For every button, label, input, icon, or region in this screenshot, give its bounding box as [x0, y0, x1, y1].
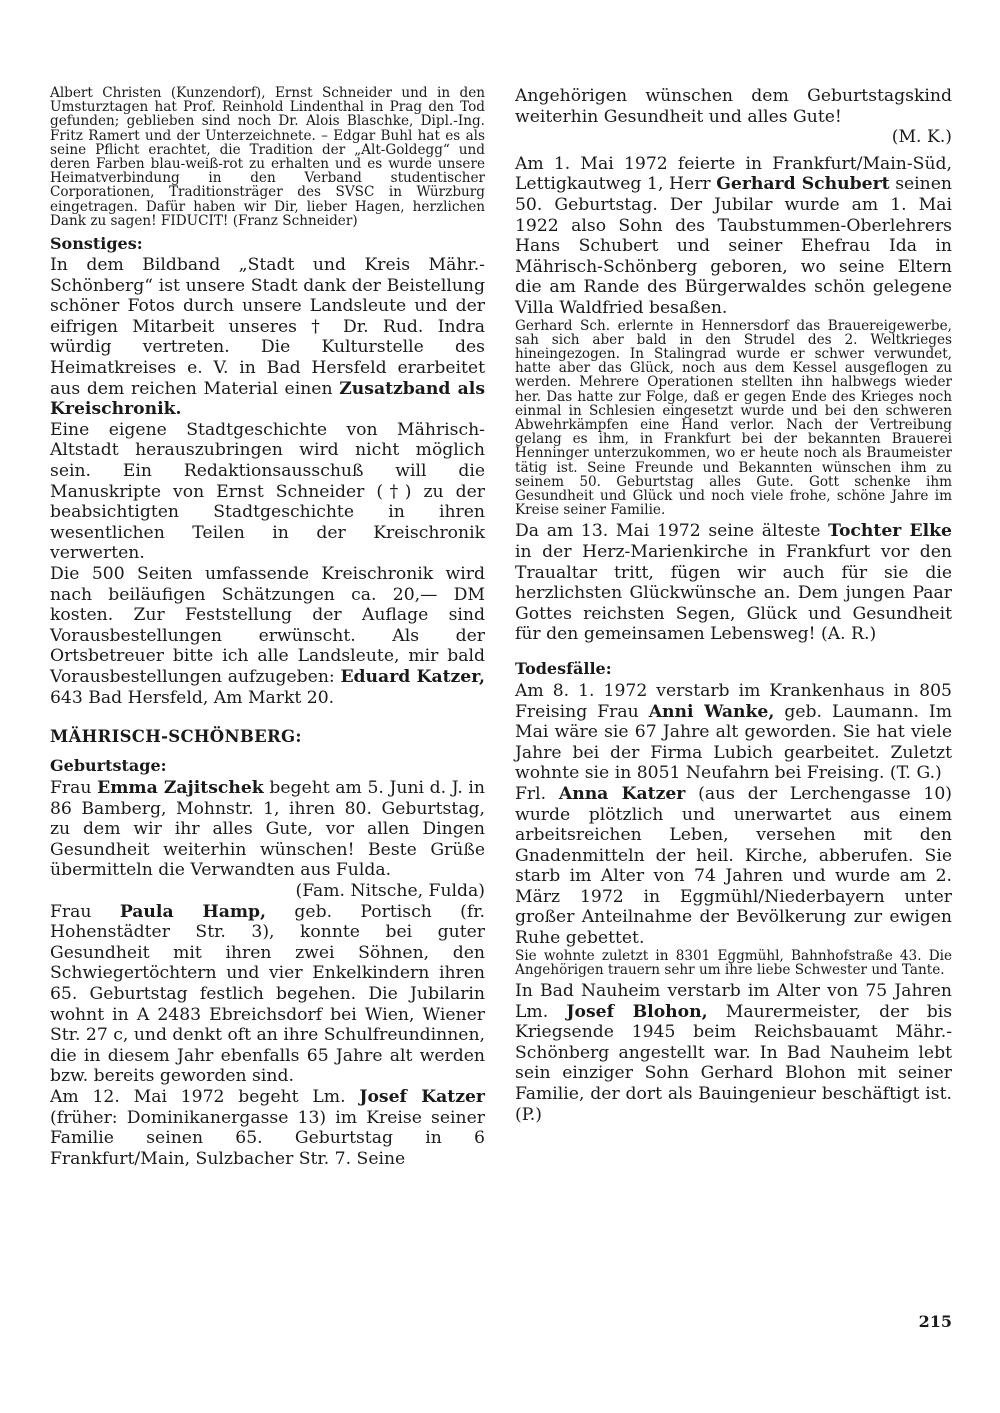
death-paragraph-2 — [515, 784, 952, 949]
text-segment: in der Herz-Marienkirche in Frankfurt vor den Traualtar tritt, fügen wir auch für sie die herzlichsten Glückwünsche an. Dem jungen Paar Gottes reichsten Segen, Glück und Gesundheit für den gemeinsamen Lebensweg! (A. R.) — [515, 541, 952, 645]
text-segment: Die 500 Seiten umfassende Kreischronik wird nach beiläufigen Schätzungen ca. 20,— DM kosten. Zur Feststellung der Auflage sind Vorausbestellungen erwünscht. Als der Ortsbetreuer bitte ich alle Landsleute, mir bald Vorausbestellungen aufzugeben: — [50, 563, 485, 687]
birthday-paragraph-3 — [50, 1087, 485, 1169]
bold-term: Zusatzband als Kreischronik. — [50, 378, 485, 420]
death-paragraph-1 — [515, 681, 952, 784]
bold-name: Josef Blohon, — [566, 1001, 708, 1022]
death-paragraph-3 — [515, 981, 952, 1125]
todesfaelle-heading: Todesfälle: — [515, 658, 612, 678]
sonstiges-paragraph-2: Eine eigene Stadtgeschichte von Mährisch-Altstadt herauszubringen wird nicht möglich sein. Ein Redaktionsausschuß will die Manuskripte von Ernst Schneider (†) zu der beabsichtigten Stadtgeschichte in ihren wesentlichen Teilen in der Kreischronik verwerten. — [50, 419, 485, 564]
bold-name: Josef Katzer — [359, 1087, 485, 1107]
birthday-paragraph-2 — [50, 902, 485, 1087]
daughter-paragraph — [515, 521, 952, 645]
intro-paragraph: Albert Christen (Kunzendorf), Ernst Schneider und in den Umsturztagen hat Prof. Reinhold Lindenthal in Prag den Tod gefunden; geblieben sind noch Dr. Alois Blaschke, Dipl.-Ing. Fritz Ramert und der Unterzeichnete. – Edgar Buhl hat es als seine Pflicht erachtet, die Tradition der „Alt-Goldegg“ und deren Farben blau-weiß-rot zu erhalten und es wurde unsere Heimatverbindung in den Verband studentischer Corporationen, Traditionsträger des SVSC in Würzburg eingetragen. Dafür haben wir Dir, lieber Hagen, herzlichen Dank zu sagen! FIDUCIT! (Franz Schneider) — [50, 85, 485, 229]
bold-name: Gerhard Schubert — [716, 174, 890, 195]
sonstiges-heading: Sonstiges: — [50, 234, 143, 254]
text-segment: 643 Bad Hersfeld, Am Markt 20. — [50, 687, 335, 708]
bold-name: Anna Katzer — [558, 783, 686, 804]
text-segment: (früher: Dominikanergasse 13) im Kreise seiner Familie seinen 65. Geburtstag in 6 Frankfurt/Main, Sulzbacher Str. 7. Seine — [50, 1107, 485, 1169]
text-segment: Frl. — [515, 783, 559, 804]
text-segment: Am 12. Mai 1972 begeht Lm. — [50, 1087, 360, 1107]
text-segment: seinen 50. Geburtstag. Der Jubilar wurde am 1. Mai 1922 also Sohn des Taubstummen-Oberlehrers Hans Schubert und seiner Ehefrau Ida in Mährisch-Schönberg geboren, wo seine Eltern die am Rande des Bürgerwaldes schön gelegene Villa Waldfried besaßen. — [515, 174, 952, 318]
text-segment: Am 8. 1. 1972 verstarb im Krankenhaus in 805 Freising Frau — [515, 680, 952, 722]
sonstiges-paragraph-3 — [50, 564, 485, 708]
birthday-paragraph-1 — [50, 778, 485, 881]
schubert-paragraph — [515, 154, 952, 319]
text-segment: In dem Bildband „Stadt und Kreis Mähr.-Schönberg“ ist unsere Stadt dank der Beistellung schöner Fotos durch unsere Landsleute und der eifrigen Mitarbeit unseres † Dr. Rud. Indra würdig vertreten. Die Kulturstelle des Heimatkreises e. V. in Bad Hersfeld erarbeitet aus dem reichen Material einen — [50, 255, 485, 399]
continued-signature: (M. K.) — [891, 127, 952, 148]
text-segment: In Bad Nauheim verstarb im Alter von 75 Jahren Lm. — [515, 981, 952, 1022]
text-segment: geb. Laumann. Im Mai wäre sie 67 Jahre alt geworden. Sie hat viele Jahre bei der Firma Lubich gearbeitet. Zuletzt wohnte sie in 8051 Neufahrn bei Freising. (T. G.) — [515, 701, 953, 784]
geburtstage-heading: Geburtstage: — [50, 756, 167, 776]
text-segment: Am 1. Mai 1972 feierte in Frankfurt/Main-Süd, Lettigkautweg 1, Herr — [515, 153, 952, 195]
section-heading: MÄHRISCH-SCHÖNBERG: — [50, 727, 302, 747]
page-number: 215 — [918, 1312, 952, 1331]
text-segment: Frau — [50, 901, 120, 922]
left-column — [50, 86, 485, 1169]
bold-name: Paula Hamp, — [119, 901, 267, 922]
bold-name: Emma Zajitschek — [97, 778, 264, 799]
bold-name: Tochter Elke — [828, 521, 952, 542]
right-column — [515, 86, 952, 1125]
text-segment: (aus der Lerchengasse 10) wurde plötzlich und unerwartet aus einem arbeitsreichen Leben, versehen mit den Gnadenmitteln der heil. Kirche, abberufen. Sie starb im Alter von 74 Jahren und wurde am 2. März 1972 in Eggmühl/Niederbayern unter großer Anteilnahme der Bevölkerung zur ewigen Ruhe gebettet. — [515, 783, 952, 949]
bold-name: Eduard Katzer, — [340, 666, 485, 687]
sonstiges-paragraph-1 — [50, 255, 485, 420]
bold-name: Anni Wanke, — [648, 701, 775, 722]
text-segment: geb. Portisch (fr. Hohenstädter Str. 3), konnte bei guter Gesundheit mit ihren zwei Söhnen, den Schwiegertöchtern und vier Enkelkindern ihren 65. Geburtstag festlich begehen. Die Jubilarin wohnt in A 2483 Ebreichsdorf bei Wien, Wiener Str. 27 c, und denkt oft an ihre Schulfreundinnen, die in diesem Jahr ebenfalls 65 Jahre alt werden bzw. bereits geworden sind. — [50, 901, 485, 1087]
text-segment: begeht am 5. Juni d. J. in 86 Bamberg, Mohnstr. 1, ihren 80. Geburtstag, zu dem wir ihr alles Gute, vor allen Dingen Gesundheit weiterhin wünschen! Beste Grüße übermitteln die Verwandten aus Fulda. — [50, 778, 485, 881]
text-segment: Da am 13. Mai 1972 seine älteste — [515, 521, 829, 542]
continued-paragraph: Angehörigen wünschen dem Geburtstagskind weiterhin Gesundheit und alles Gute! — [515, 86, 952, 127]
text-segment: Frau — [50, 778, 98, 799]
text-segment: Maurermeister, der bis Kriegsende 1945 beim Reichsbauamt Mähr.-Schönberg angestellt war. In Bad Nauheim lebt sein einziger Sohn Gerhard Blohon mit seiner Familie, der dort als Bauingenieur beschäftigt ist. (P.) — [515, 1001, 953, 1125]
birthday-signature-1: (Fam. Nitsche, Fulda) — [295, 881, 485, 902]
death-small-paragraph: Sie wohnte zuletzt in 8301 Eggmühl, Bahnhofstraße 43. Die Angehörigen trauern sehr um ihre liebe Schwester und Tante. — [515, 947, 952, 978]
schubert-small-paragraph: Gerhard Sch. erlernte in Hennersdorf das Brauereigewerbe, sah sich aber bald in den Strudel des 2. Weltkrieges hineingezogen. In Stalingrad wurde er schwer verwundet, hatte aber das Glück, noch aus dem Kessel ausgeflogen zu werden. Mehrere Operationen stellten ihn halbwegs wieder her. Das hatte zur Folge, daß er gegen Ende des Krieges noch einmal in Schlesien eingesetzt wurde und bei den schweren Abwehrkämpfen eine Hand verlor. Nach der Vertreibung gelang es ihm, in Frankfurt bei der bekannten Brauerei Henninger unterzukommen, wo er heute noch als Braumeister tätig ist. Seine Freunde und Bekannten wünschen ihm zu seinem 50. Geburtstag alles Gute. Gott schenke ihm Gesundheit und Glück und noch viele frohe, schöne Jahre im Kreise seiner Familie. — [515, 317, 952, 519]
